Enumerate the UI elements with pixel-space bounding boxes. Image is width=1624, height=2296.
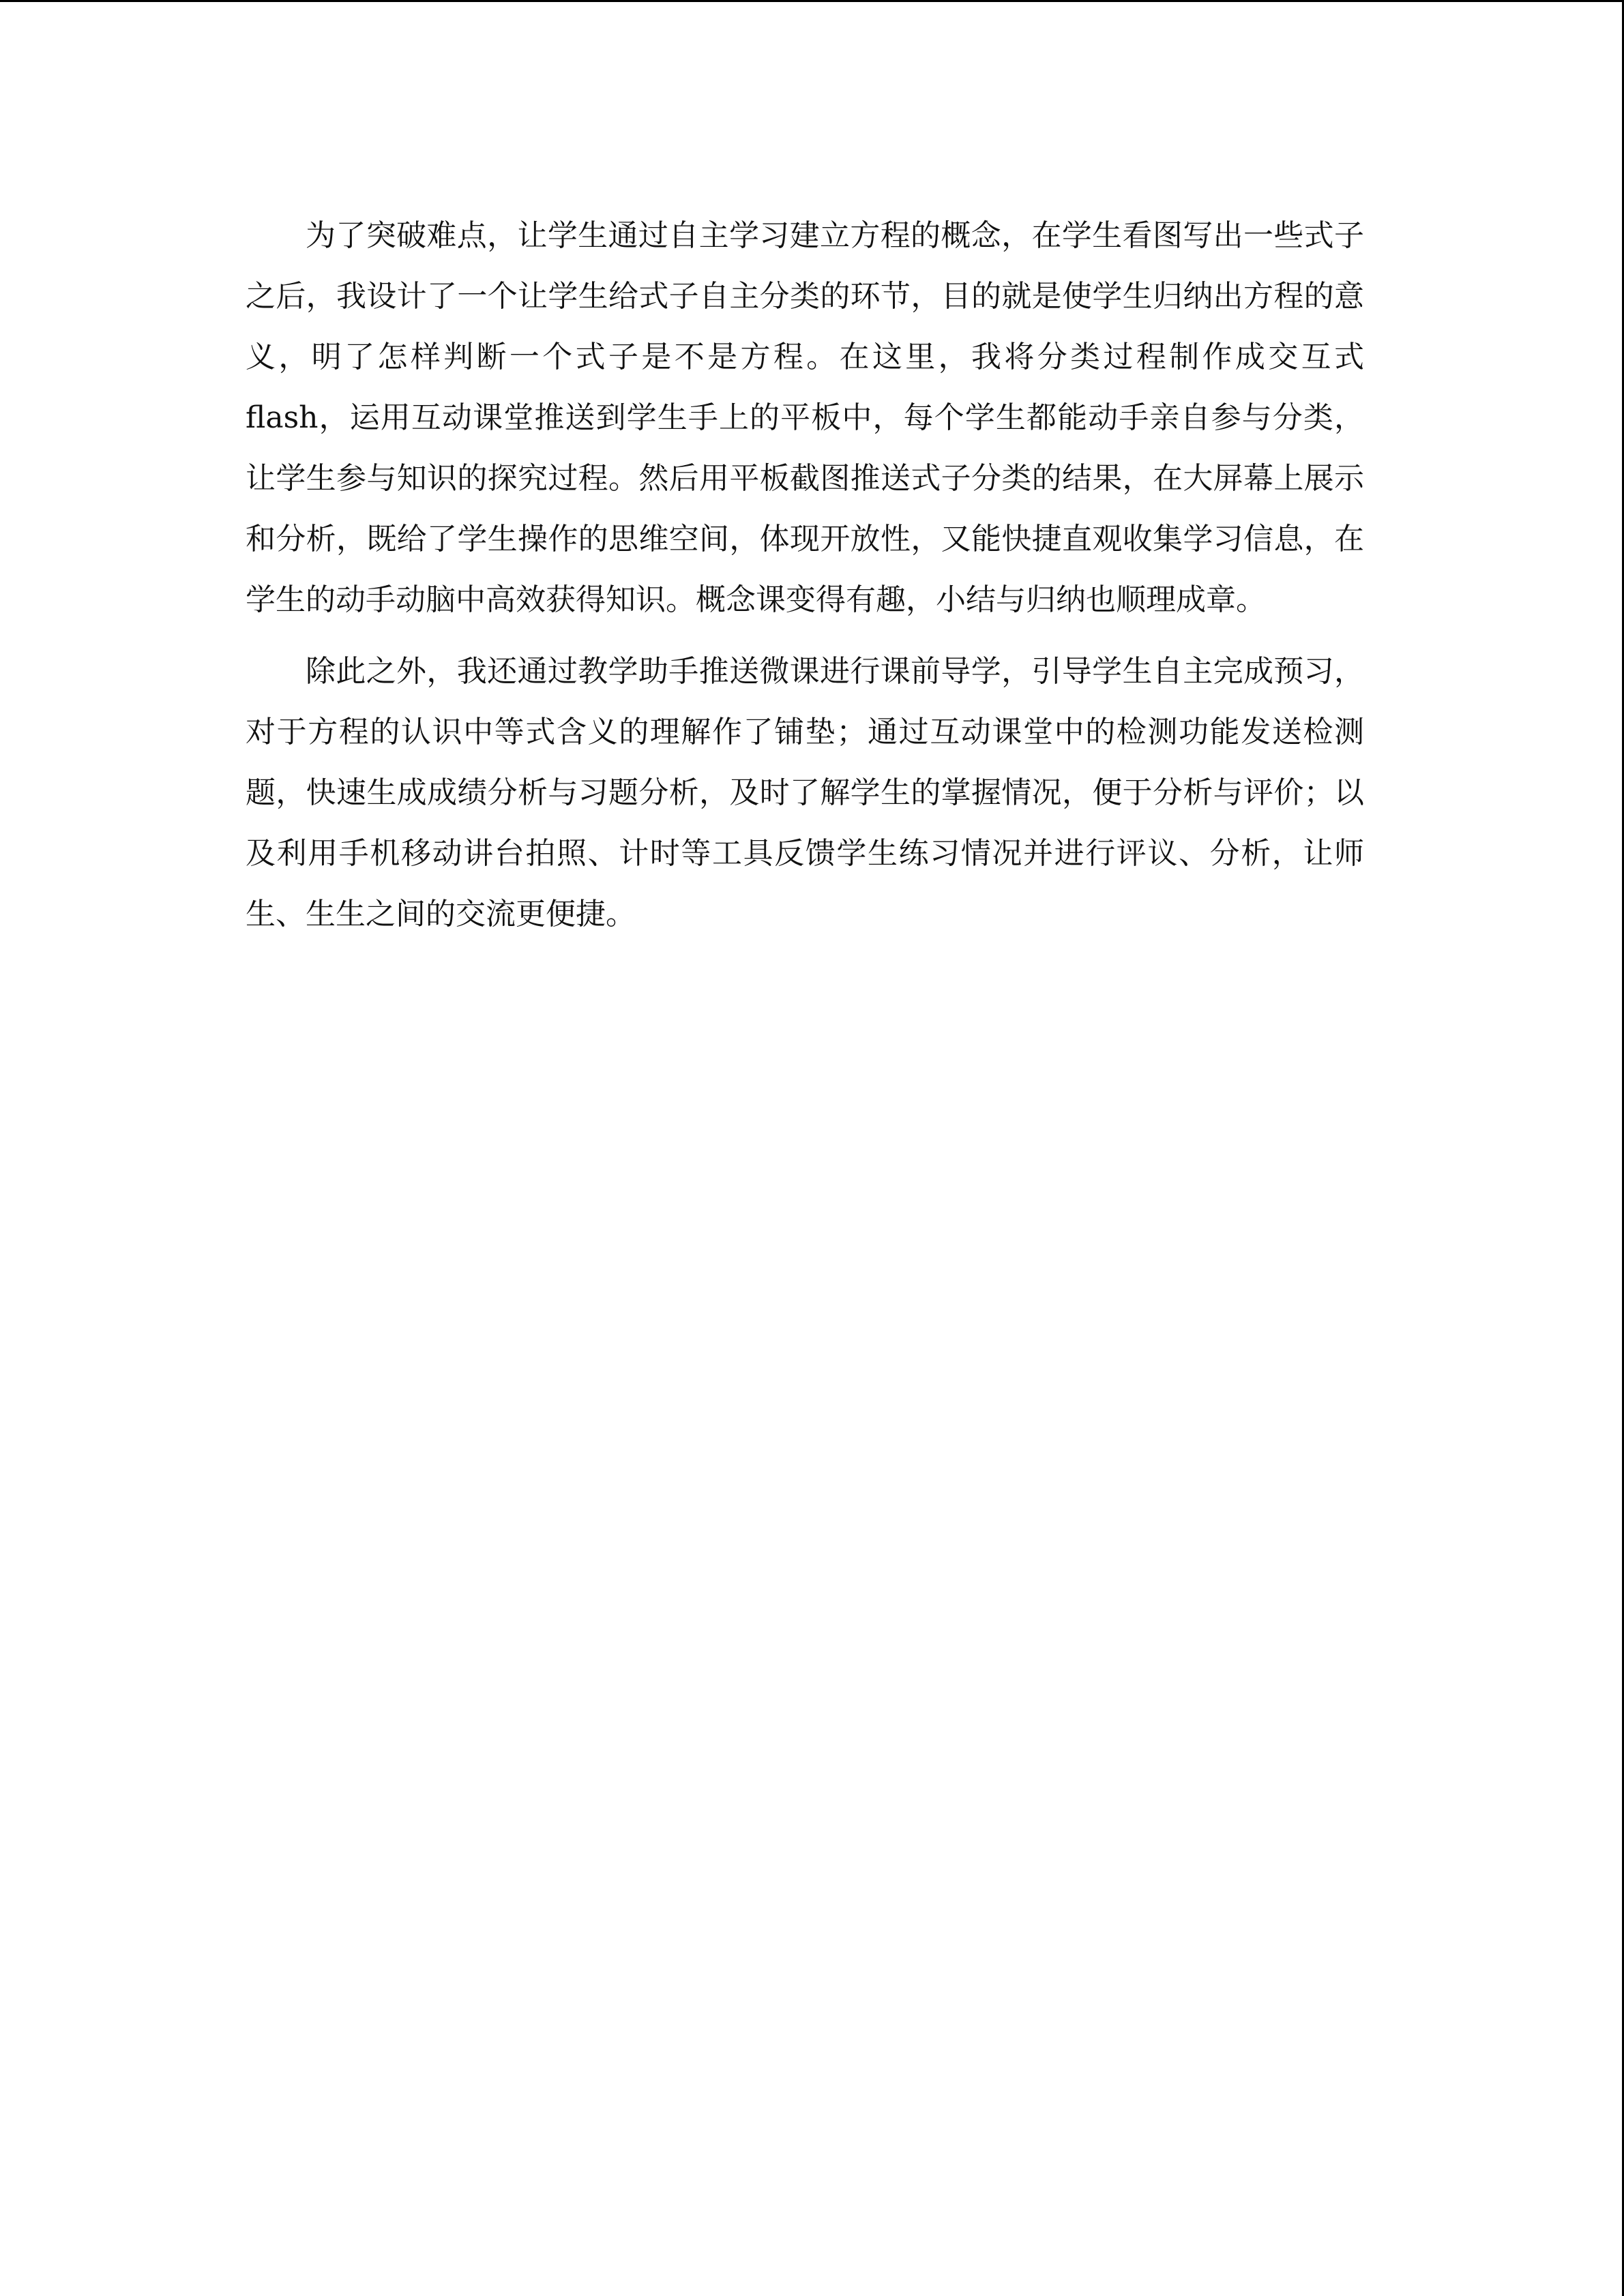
document-body bbox=[246, 205, 1364, 944]
paragraph-1: 为了突破难点，让学生通过自主学习建立方程的概念，在学生看图写出一些式子之后，我设计了一个让学生给式子自主分类的环节，目的就是使学生归纳出方程的意义，明了怎样判断一个式子是不是方程。在这里，我将分类过程制作成交互式 flash，运用互动课堂推送到学生手上的平板中，每个学生都能动手亲自参与分类，让学生参与知识的探究过程。然后用平板截图推送式子分类的结果，在大屏幕上展示和分析，既给了学生操作的思维空间，体现开放性，又能快捷直观收集学习信息，在学生的动手动脑中高效获得知识。概念课变得有趣，小结与归纳也顺理成章。 bbox=[246, 218, 1364, 617]
paragraph-2: 除此之外，我还通过教学助手推送微课进行课前导学，引导学生自主完成预习，对于方程的认识中等式含义的理解作了铺垫；通过互动课堂中的检测功能发送检测题，快速生成成绩分析与习题分析，及时了解学生的掌握情况，便于分析与评价；以及利用手机移动讲台拍照、计时等工具反馈学生练习情况并进行评议、分析，让师生、生生之间的交流更便捷。 bbox=[246, 654, 1364, 931]
